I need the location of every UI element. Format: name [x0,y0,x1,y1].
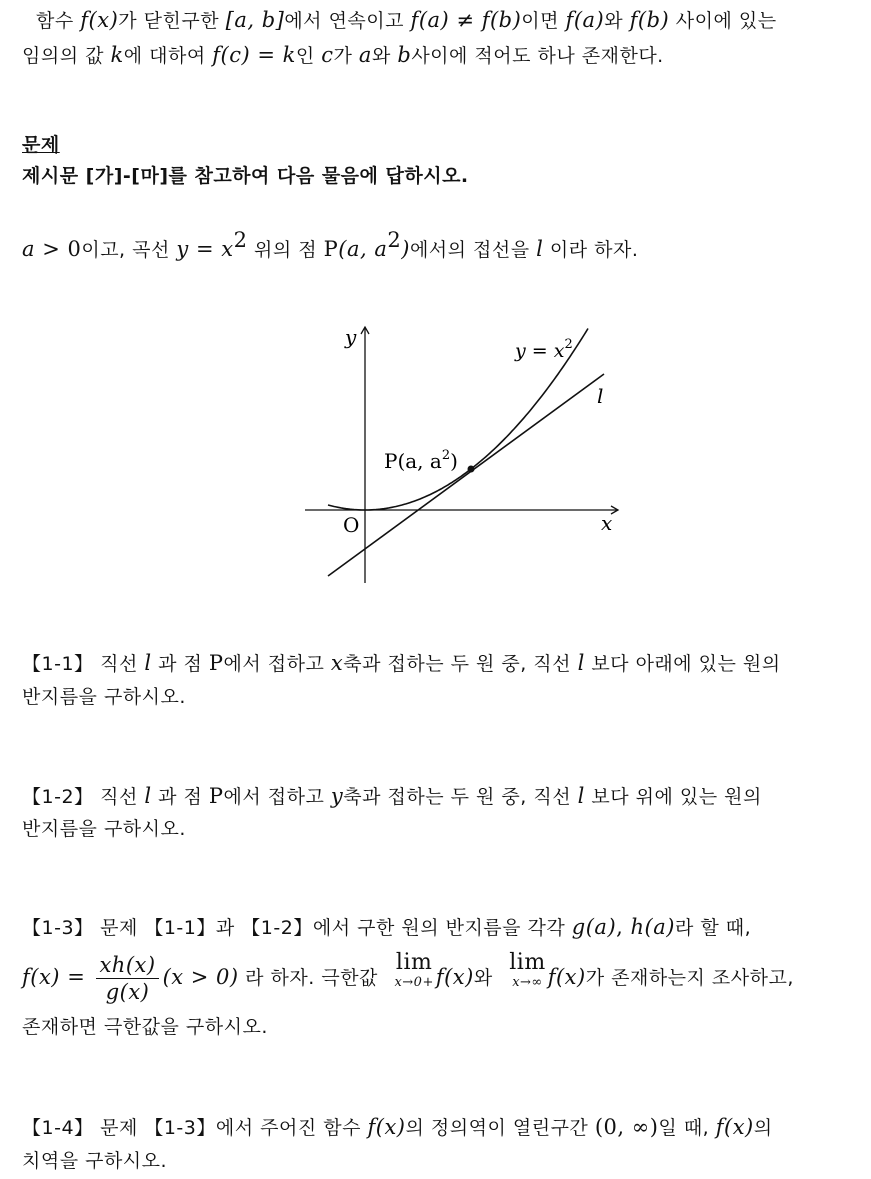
math-eq: = [188,237,222,261]
math-l: l [144,784,152,808]
question-1-2-line-2: 반지름을 구하시오. [22,818,186,840]
math-l: l [536,237,544,261]
math-fx: f(x) [715,1115,754,1139]
math-c: c [321,43,334,67]
math-fb: f(b) [629,8,670,32]
math-gt0: > 0 [35,237,82,261]
math-b: b [397,43,412,67]
theorem-text: 함수 [36,10,81,32]
math-y: y [176,237,189,261]
tangent-line [328,374,604,576]
question-1-3-line-1 [22,914,859,941]
curve-label [514,337,573,362]
question-text: 문제 [93,917,145,939]
question-text: 와 [473,967,500,989]
problem-heading: 문제 [22,134,60,156]
question-1-3-line-2 [22,950,859,1005]
math-k: k [110,43,124,67]
math-fc: f(c) [212,43,251,67]
question-text: 에서 접하고 [223,786,331,808]
limit-operator: lim [395,950,433,975]
theorem-text: 가 [333,45,359,67]
y-axis-label: y [345,325,357,349]
theorem-text: 사이에 있는 [669,10,777,32]
math-fb: f(b) [481,8,522,32]
limit-to-zero [394,950,433,990]
question-text: 직선 [93,786,145,808]
math-comma: , [616,915,631,939]
math-fx: f(x) [547,965,586,989]
math-fx: f(x) [367,1115,406,1139]
question-text: 축과 접하는 두 원 중, 직선 [343,786,578,808]
point-p-label [384,448,458,473]
point-p-dot [468,466,475,473]
question-text: 에서 접하고 [223,653,331,675]
question-text: 직선 [93,653,145,675]
fraction [96,952,158,1005]
question-text: 일 때, [658,1117,716,1139]
question-text: 라 할 때, [674,917,752,939]
fraction-denominator: g(x) [105,980,150,1004]
theorem-text: 인 [295,45,322,67]
point-p-label-text: P(a, a [384,449,442,473]
math-neq: ≠ [449,8,482,32]
theorem-text: 와 [371,45,398,67]
math-l: l [144,651,152,675]
question-text: 축과 접하는 두 원 중, 직선 [343,653,578,675]
math-interval: [a, b] [225,8,285,32]
question-number: 【1-3】 [22,917,94,939]
theorem-text: 가 닫힌구한 [118,10,226,32]
math-ga: g(a) [571,915,617,939]
question-1-4-line-2: 치역을 구하시오. [22,1150,168,1172]
question-text: 보다 위에 있는 원의 [584,786,762,808]
premise-text: 에서의 접선을 [409,239,537,261]
question-reference: 【1-1】 [144,917,216,939]
origin-label: O [343,513,360,537]
theorem-text: 이면 [521,10,566,32]
question-text: 가 존재하는지 조사하고, [585,967,794,989]
question-number: 【1-4】 [22,1117,94,1139]
math-interval: (0, ∞) [594,1115,659,1139]
point-p-label-square: 2 [441,448,451,463]
math-x: x [221,237,234,261]
math-paren: ) [401,237,410,261]
question-1-2-line-1 [22,783,859,810]
question-text: 에서 주어진 함수 [215,1117,368,1139]
question-text: 문제 [93,1117,145,1139]
math-point-p: P [323,237,339,261]
limit-to-infinity [509,950,545,990]
curve-label-square: 2 [564,337,573,352]
math-point-p: P [208,784,224,808]
question-reference: 【1-2】 [241,917,313,939]
math-fa: f(a) [565,8,605,32]
x-axis-label: x [601,511,613,535]
math-a: a [22,237,36,261]
math-eq: = [250,43,283,67]
limit-subscript: x→0+ [394,975,434,990]
question-reference: 【1-3】 [144,1117,216,1139]
limit-operator: lim [509,950,546,975]
math-k: k [282,43,296,67]
math-l: l [577,784,585,808]
math-l: l [577,651,585,675]
point-p-label-close: ) [450,449,458,473]
question-text: 의 [753,1117,773,1139]
question-text: 라 하자. 극한값 [238,967,385,989]
math-eq: = [60,965,93,989]
question-text: 과 점 [151,653,209,675]
math-fa: f(a) [410,8,450,32]
math-f: f [80,8,89,32]
math-a: a [358,43,372,67]
math-condition: (x > 0) [162,965,239,989]
question-1-1-line-2: 반지름을 구하시오. [22,686,186,708]
theorem-text: 에서 연속이고 [284,10,411,32]
tangent-label: l [597,384,604,408]
curve-label-text: y = x [515,340,565,362]
theorem-text: 와 [604,10,630,32]
math-x: x [330,651,344,675]
question-text: 에서 구한 원의 반지름을 각각 [312,917,572,939]
premise-text: 이라 하자. [543,239,639,261]
premise-text: 이고, 곡선 [81,239,177,261]
premise-text: 위의 점 [247,239,324,261]
math-fx: f(x) [435,965,474,989]
math-y: y [330,784,344,808]
question-number: 【1-1】 [22,653,94,675]
math-point-p: P [208,651,224,675]
question-text: 과 [215,917,242,939]
question-text: 과 점 [151,786,209,808]
question-number: 【1-2】 [22,786,94,808]
limit-subscript: x→∞ [512,975,543,990]
math-square: 2 [233,228,248,252]
question-1-1-line-1 [22,650,859,677]
fraction-numerator: xh(x) [96,952,158,979]
question-1-4-line-1 [22,1114,859,1141]
math-ha: h(a) [630,915,675,939]
math-point-coords: (a, a [338,237,388,261]
question-text: 의 정의역이 열린구간 [405,1117,595,1139]
math-x: (x) [88,8,119,32]
question-1-3-line-3: 존재하면 극한값을 구하시오. [22,1016,268,1038]
math-square: 2 [387,228,402,252]
question-text: 보다 아래에 있는 원의 [584,653,781,675]
math-fx: f(x) [22,965,61,989]
problem-instruction: 제시문 [가]-[마]를 참고하여 다음 물음에 답하시오. [22,165,469,187]
theorem-text: 에 대하여 [123,45,213,67]
theorem-text: 사이에 적어도 하나 존재한다. [411,45,664,67]
theorem-text: 임의의 값 [22,45,111,67]
